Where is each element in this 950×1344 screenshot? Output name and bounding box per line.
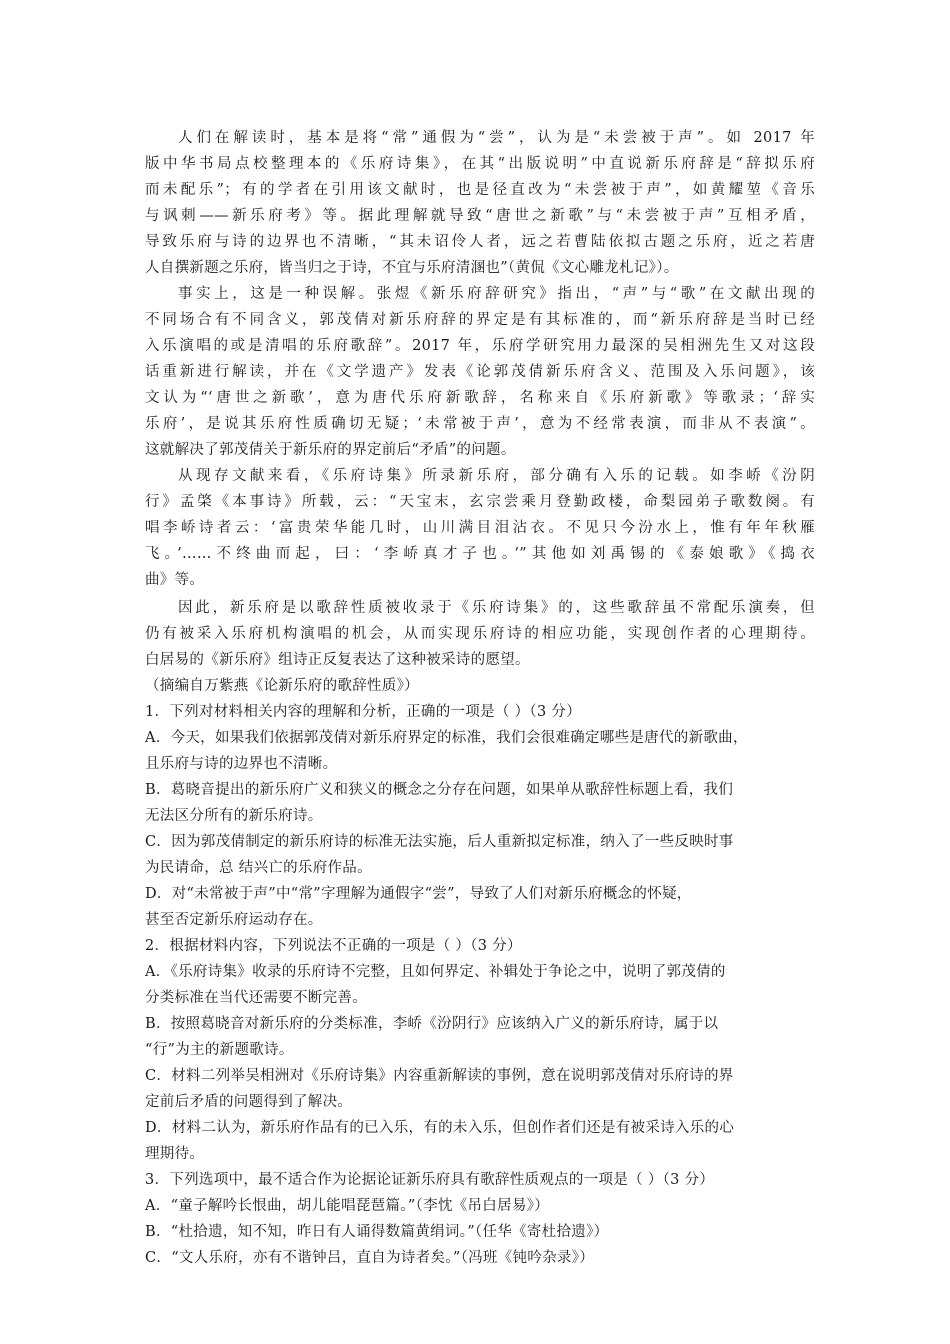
question-option: D．对“未常被于声”中“常”字理解为通假字“尝”，导致了人们对新乐府概念的怀疑， xyxy=(145,886,692,902)
question-option: 无法区分所有的新乐府诗。 xyxy=(145,808,323,824)
passage-line: 导致乐府与诗的边界也不清晰，“其未诏伶人者，远之若曹陆依拟古题之乐府，近之若唐 xyxy=(145,234,815,250)
passage-line: 事实上，这是一种误解。张煜《新乐府辞研究》指出，“声”与“歌”在文献出现的 xyxy=(178,286,815,302)
question-option: 分类标准在当代还需要不断完善。 xyxy=(145,990,367,1006)
question-option: 理期待。 xyxy=(145,1146,205,1162)
passage-line: 与讽刺——新乐府考》等。据此理解就导致“唐世之新歌”与“未尝被于声”互相矛盾， xyxy=(145,208,815,224)
question-option: C．“文人乐府，亦有不谐钟吕，直自为诗者矣。”（冯班《钝吟杂录》） xyxy=(145,1250,595,1266)
passage-line: 而未配乐”；有的学者在引用该文献时，也是径直改为“未尝被于声”，如黄耀堃《音乐 xyxy=(145,182,815,198)
question-option: B．按照葛晓音对新乐府的分类标准，李峤《汾阴行》应该纳入广义的新乐府诗，属于以 xyxy=(145,1016,719,1032)
passage-line: 话重新进行解读，并在《文学遗产》发表《论郭茂倩新乐府含义、范围及入乐问题》，该 xyxy=(145,364,815,380)
passage-line: 飞。’……不终曲而起，曰：‘李峤真才子也。’”其他如刘禹锡的《泰娘歌》《捣衣 xyxy=(145,546,815,562)
passage-line: 从现存文献来看，《乐府诗集》所录新乐府，部分确有入乐的记载。如李峤《汾阴 xyxy=(178,468,815,484)
question-option: A．“童子解吟长恨曲，胡儿能唱琵琶篇。”（李忱《吊白居易》） xyxy=(145,1198,550,1214)
passage-line: 入乐演唱的或是清唱的乐府歌辞”。2017 年，乐府学研究用力最深的吴相洲先生又对这段 xyxy=(145,338,815,354)
passage-line: 唱李峤诗者云：‘富贵荣华能几时，山川满目泪沾衣。不见只今汾水上，惟有年年秋雁 xyxy=(145,520,815,536)
passage-line: 曲》等。 xyxy=(145,572,205,588)
question-option: B．葛晓音提出的新乐府广义和狭义的概念之分存在问题，如果单从歌辞性标题上看，我们 xyxy=(145,782,734,798)
passage-line: 人们在解读时，基本是将“常”通假为“尝”，认为是“未尝被于声”。如 2017 年 xyxy=(178,130,815,146)
question-stem: 3．下列选项中，最不适合作为论据论证新乐府具有歌辞性质观点的一项是（ ）（3 分） xyxy=(145,1172,715,1188)
question-option: 为民请命，总 结兴亡的乐府作品。 xyxy=(145,860,372,876)
passage-line: 白居易的《新乐府》组诗正反复表达了这种被采诗的愿望。 xyxy=(145,652,530,668)
question-option: 且乐府与诗的边界也不清晰。 xyxy=(145,756,338,772)
question-option: C．因为郭茂倩制定的新乐府诗的标准无法实施，后人重新拟定标准，纳入了一些反映时事 xyxy=(145,834,734,850)
passage-line: 这就解决了郭茂倩关于新乐府的界定前后“矛盾”的问题。 xyxy=(145,442,516,458)
question-option: B．“杜拾遗，知不知，昨日有人诵得数篇黄绢词。”（任华《寄杜拾遗》） xyxy=(145,1224,609,1240)
passage-line: 版中华书局点校整理本的《乐府诗集》，在其“出版说明”中直说新乐府辞是“辞拟乐府 xyxy=(145,156,815,172)
question-option: “行”为主的新题歌诗。 xyxy=(145,1042,294,1058)
passage-line: 人自撰新题之乐府，皆当归之于诗，不宜与乐府清溷也”（黄侃《文心雕龙札记》）。 xyxy=(145,260,679,276)
passage-line: 仍有被采入乐府机构演唱的机会，从而实现乐府诗的相应功能，实现创作者的心理期待。 xyxy=(145,626,815,642)
question-option: 定前后矛盾的问题得到了解决。 xyxy=(145,1094,353,1110)
question-option: A．《乐府诗集》收录的乐府诗不完整，且如何界定、补辑处于争论之中，说明了郭茂倩的 xyxy=(145,964,726,980)
passage-line: 行》孟棨《本事诗》所载，云：“天宝末，玄宗尝乘月登勤政楼，命梨园弟子歌数阕。有 xyxy=(145,494,815,510)
passage-source: （摘编自万紫燕《论新乐府的歌辞性质》） xyxy=(145,678,419,694)
question-option: 甚至否定新乐府运动存在。 xyxy=(145,912,323,928)
passage-line: 不同场合有不同含义，郭茂倩对新乐府辞的界定是有其标准的，而“新乐府辞是当时已经 xyxy=(145,312,815,328)
question-option: A．今天，如果我们依据郭茂倩对新乐府界定的标准，我们会很难确定哪些是唐代的新歌曲， xyxy=(145,730,748,746)
question-option: D．材料二认为，新乐府作品有的已入乐，有的未入乐，但创作者们还是有被采诗入乐的心 xyxy=(145,1120,735,1136)
passage-line: 文认为“‘唐世之新歌’，意为唐代乐府新歌辞，名称来自《乐府新歌》等歌录；‘辞实 xyxy=(145,390,815,406)
question-option: C．材料二列举吴相洲对《乐府诗集》内容重新解读的事例，意在说明郭茂倩对乐府诗的界 xyxy=(145,1068,734,1084)
passage-line: 因此，新乐府是以歌辞性质被收录于《乐府诗集》的，这些歌辞虽不常配乐演奏，但 xyxy=(178,600,815,616)
question-stem: 2．根据材料内容，下列说法不正确的一项是（ ）（3 分） xyxy=(145,938,522,954)
question-stem: 1．下列对材料相关内容的理解和分析，正确的一项是（ ）（3 分） xyxy=(145,704,582,720)
passage-line: 乐府’，是说其乐府性质确切无疑；‘未常被于声’，意为不经常表演，而非从不表演”。 xyxy=(145,416,815,432)
